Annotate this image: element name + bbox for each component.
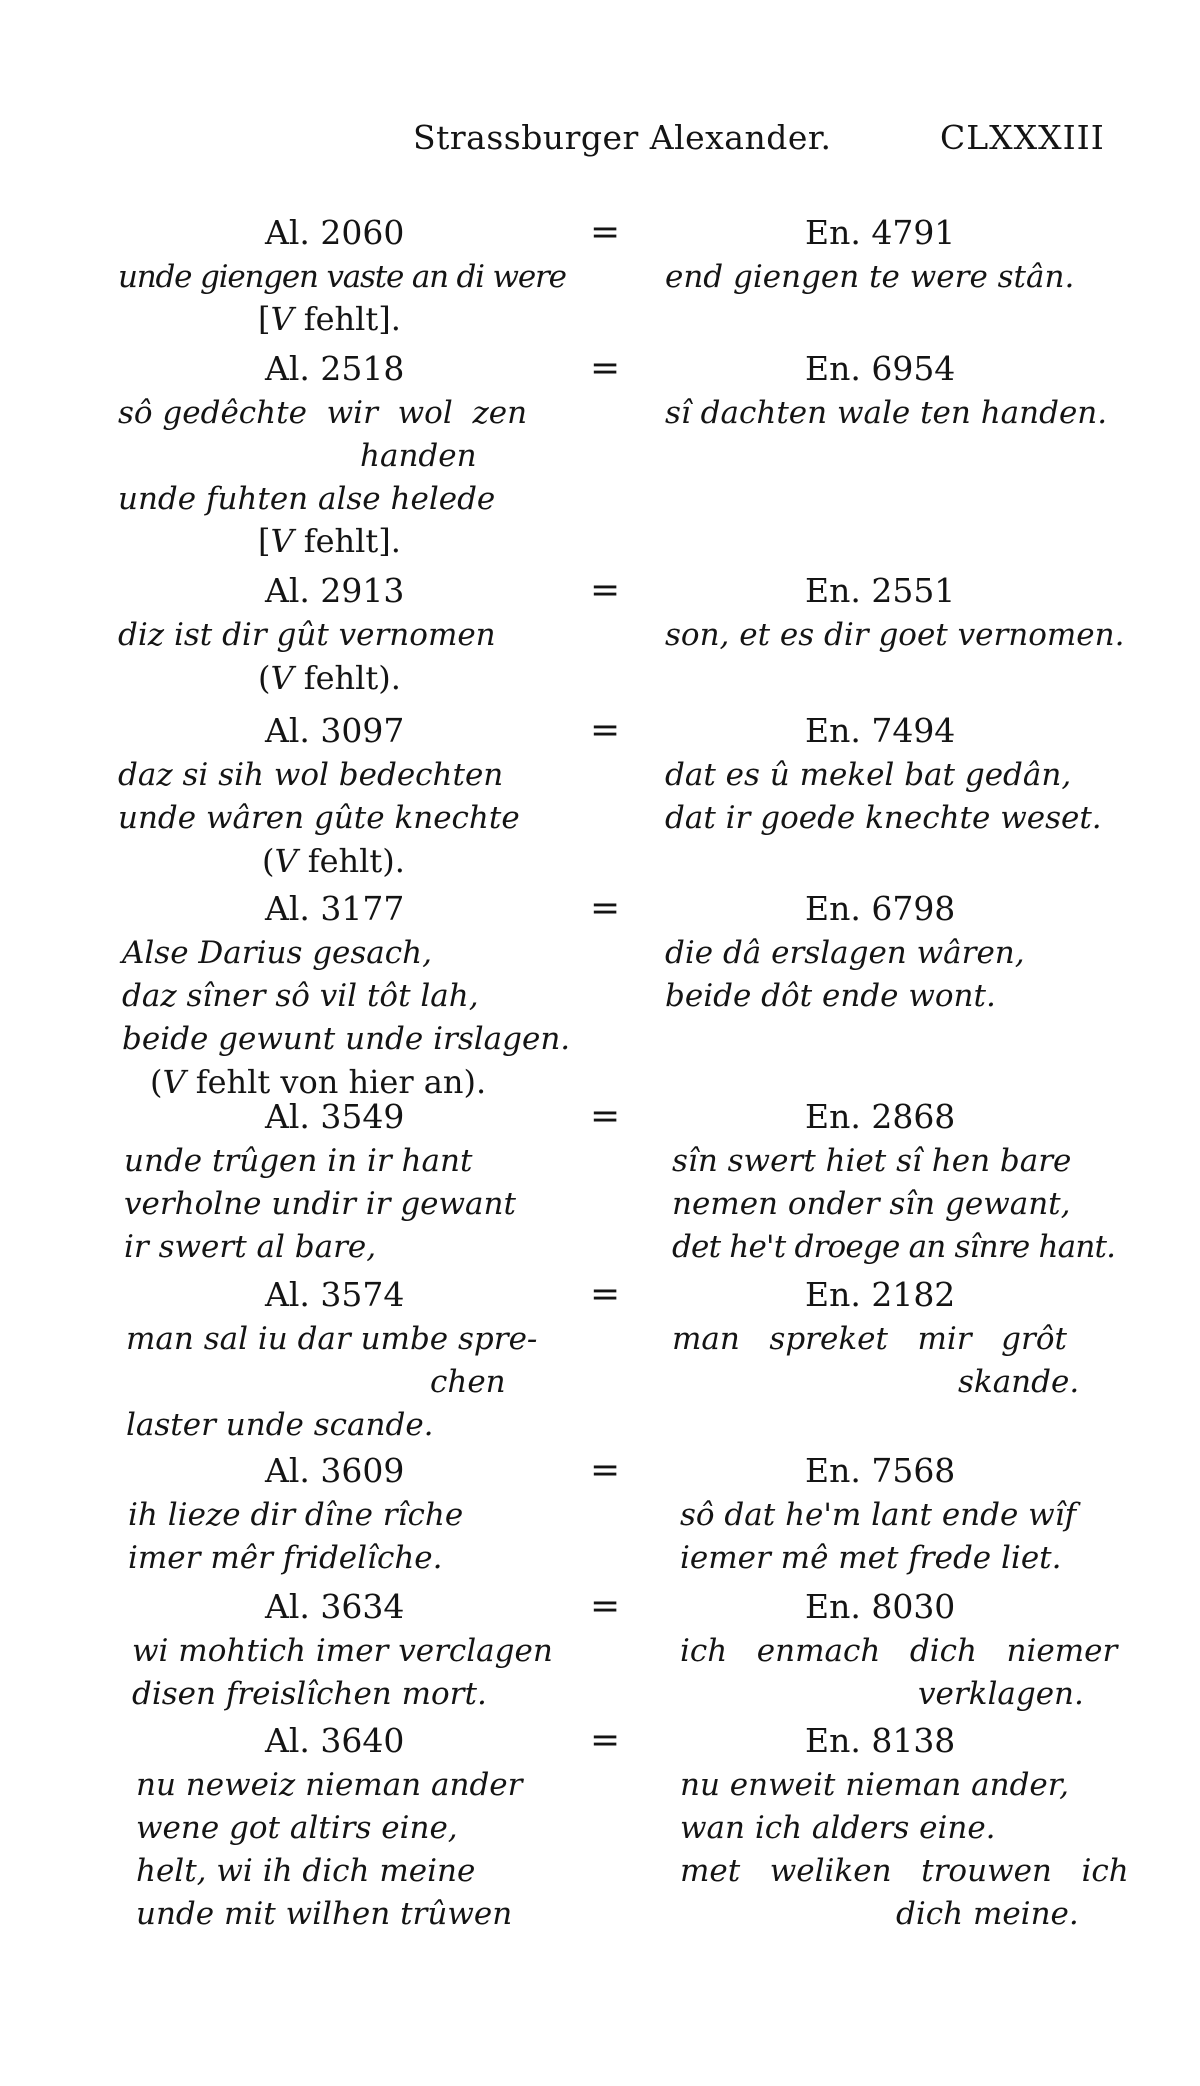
equals-sign: = bbox=[590, 212, 621, 253]
manuscript-note: (V fehlt von hier an). bbox=[150, 1063, 487, 1101]
equals-sign: = bbox=[590, 888, 621, 929]
alexander-reference: Al. 2913 bbox=[265, 571, 405, 610]
eneide-reference: En. 2868 bbox=[805, 1097, 956, 1136]
eneide-reference: En. 7494 bbox=[805, 711, 956, 750]
alexander-verse-line: beide gewunt unde irslagen. bbox=[122, 1021, 571, 1057]
alexander-verse-line: ir swert al bare, bbox=[124, 1229, 377, 1265]
eneide-reference: En. 4791 bbox=[805, 213, 956, 252]
eneide-verse-line: dich meine. bbox=[896, 1896, 1079, 1932]
alexander-verse-line: unde wâren gûte knechte bbox=[118, 800, 520, 836]
equals-sign: = bbox=[590, 1586, 621, 1627]
alexander-verse-line: unde giengen vaste an di were bbox=[118, 259, 566, 295]
eneide-verse-line: wan ich alders eine. bbox=[680, 1810, 996, 1846]
manuscript-note: [V fehlt]. bbox=[258, 300, 401, 338]
eneide-reference: En. 8030 bbox=[805, 1587, 956, 1626]
manuscript-note: [V fehlt]. bbox=[258, 522, 401, 560]
alexander-verse-line: imer mêr fridelîche. bbox=[128, 1540, 443, 1576]
eneide-verse-line: sô dat he'm lant ende wîf bbox=[680, 1497, 1077, 1533]
alexander-reference: Al. 2060 bbox=[265, 213, 405, 252]
equals-sign: = bbox=[590, 1450, 621, 1491]
alexander-reference: Al. 2518 bbox=[265, 349, 405, 388]
alexander-reference: Al. 3549 bbox=[265, 1097, 405, 1136]
alexander-verse-line: diz ist dir gût vernomen bbox=[118, 617, 496, 653]
eneide-verse-line: son, et es dir goet vernomen. bbox=[665, 617, 1125, 653]
eneide-reference: En. 2551 bbox=[805, 571, 956, 610]
alexander-reference: Al. 3634 bbox=[265, 1587, 405, 1626]
equals-sign: = bbox=[590, 1720, 621, 1761]
alexander-verse-line: unde fuhten alse helede bbox=[118, 481, 496, 517]
alexander-verse-line: ih lieze dir dîne rîche bbox=[128, 1497, 464, 1533]
eneide-reference: En. 7568 bbox=[805, 1451, 956, 1490]
eneide-verse-line: end giengen te were stân. bbox=[665, 259, 1075, 295]
alexander-verse-line: unde trûgen in ir hant bbox=[124, 1143, 473, 1179]
eneide-verse-line: ich enmach dich niemer bbox=[680, 1633, 1118, 1669]
eneide-verse-line: dat ir goede knechte weset. bbox=[665, 800, 1102, 836]
alexander-reference: Al. 3177 bbox=[265, 889, 405, 928]
equals-sign: = bbox=[590, 1096, 621, 1137]
eneide-reference: En. 2182 bbox=[805, 1275, 956, 1314]
eneide-verse-line: dat es û mekel bat gedân, bbox=[665, 757, 1072, 793]
eneide-verse-line: met weliken trouwen ich bbox=[680, 1853, 1129, 1889]
eneide-verse-line: sî dachten wale ten handen. bbox=[665, 395, 1108, 431]
eneide-reference: En. 6954 bbox=[805, 349, 956, 388]
eneide-reference: En. 8138 bbox=[805, 1721, 956, 1760]
page-header bbox=[0, 118, 1200, 168]
manuscript-note: (V fehlt). bbox=[262, 842, 405, 880]
eneide-verse-line: iemer mê met frede liet. bbox=[680, 1540, 1062, 1576]
alexander-reference: Al. 3574 bbox=[265, 1275, 405, 1314]
equals-sign: = bbox=[590, 570, 621, 611]
alexander-verse-line: chen bbox=[430, 1364, 506, 1400]
alexander-verse-line: wene got altirs eine, bbox=[136, 1810, 458, 1846]
alexander-verse-line: daz sîner sô vil tôt lah, bbox=[122, 978, 479, 1014]
alexander-verse-line: man sal iu dar umbe spre- bbox=[126, 1321, 538, 1357]
alexander-verse-line: Alse Darius gesach, bbox=[122, 935, 432, 971]
alexander-verse-line: helt, wi ih dich meine bbox=[136, 1853, 476, 1889]
alexander-reference: Al. 3609 bbox=[265, 1451, 405, 1490]
eneide-verse-line: skande. bbox=[958, 1364, 1080, 1400]
eneide-verse-line: die dâ erslagen wâren, bbox=[665, 935, 1025, 971]
eneide-verse-line: nemen onder sîn gewant, bbox=[672, 1186, 1071, 1222]
alexander-verse-line: handen bbox=[360, 438, 477, 474]
eneide-verse-line: sîn swert hiet sî hen bare bbox=[672, 1143, 1072, 1179]
equals-sign: = bbox=[590, 348, 621, 389]
alexander-verse-line: disen freislîchen mort. bbox=[132, 1676, 487, 1712]
page-number: CLXXXIII bbox=[940, 118, 1105, 157]
eneide-verse-line: verklagen. bbox=[918, 1676, 1084, 1712]
eneide-verse-line: det he't droege an sînre hant. bbox=[672, 1229, 1116, 1265]
eneide-verse-line: nu enweit nieman ander, bbox=[680, 1767, 1070, 1803]
alexander-verse-line: sô gedêchte wir wol zen bbox=[118, 395, 528, 431]
equals-sign: = bbox=[590, 1274, 621, 1315]
eneide-verse-line: beide dôt ende wont. bbox=[665, 978, 996, 1014]
running-title: Strassburger Alexander. bbox=[413, 118, 832, 157]
equals-sign: = bbox=[590, 710, 621, 751]
eneide-reference: En. 6798 bbox=[805, 889, 956, 928]
alexander-verse-line: nu neweiz nieman ander bbox=[136, 1767, 523, 1803]
alexander-verse-line: wi mohtich imer verclagen bbox=[132, 1633, 553, 1669]
alexander-verse-line: daz si sih wol bedechten bbox=[118, 757, 504, 793]
eneide-verse-line: man spreket mir grôt bbox=[672, 1321, 1067, 1357]
alexander-reference: Al. 3097 bbox=[265, 711, 405, 750]
manuscript-note: (V fehlt). bbox=[258, 659, 401, 697]
alexander-verse-line: laster unde scande. bbox=[126, 1407, 434, 1443]
alexander-verse-line: verholne undir ir gewant bbox=[124, 1186, 516, 1222]
alexander-reference: Al. 3640 bbox=[265, 1721, 405, 1760]
alexander-verse-line: unde mit wilhen trûwen bbox=[136, 1896, 513, 1932]
